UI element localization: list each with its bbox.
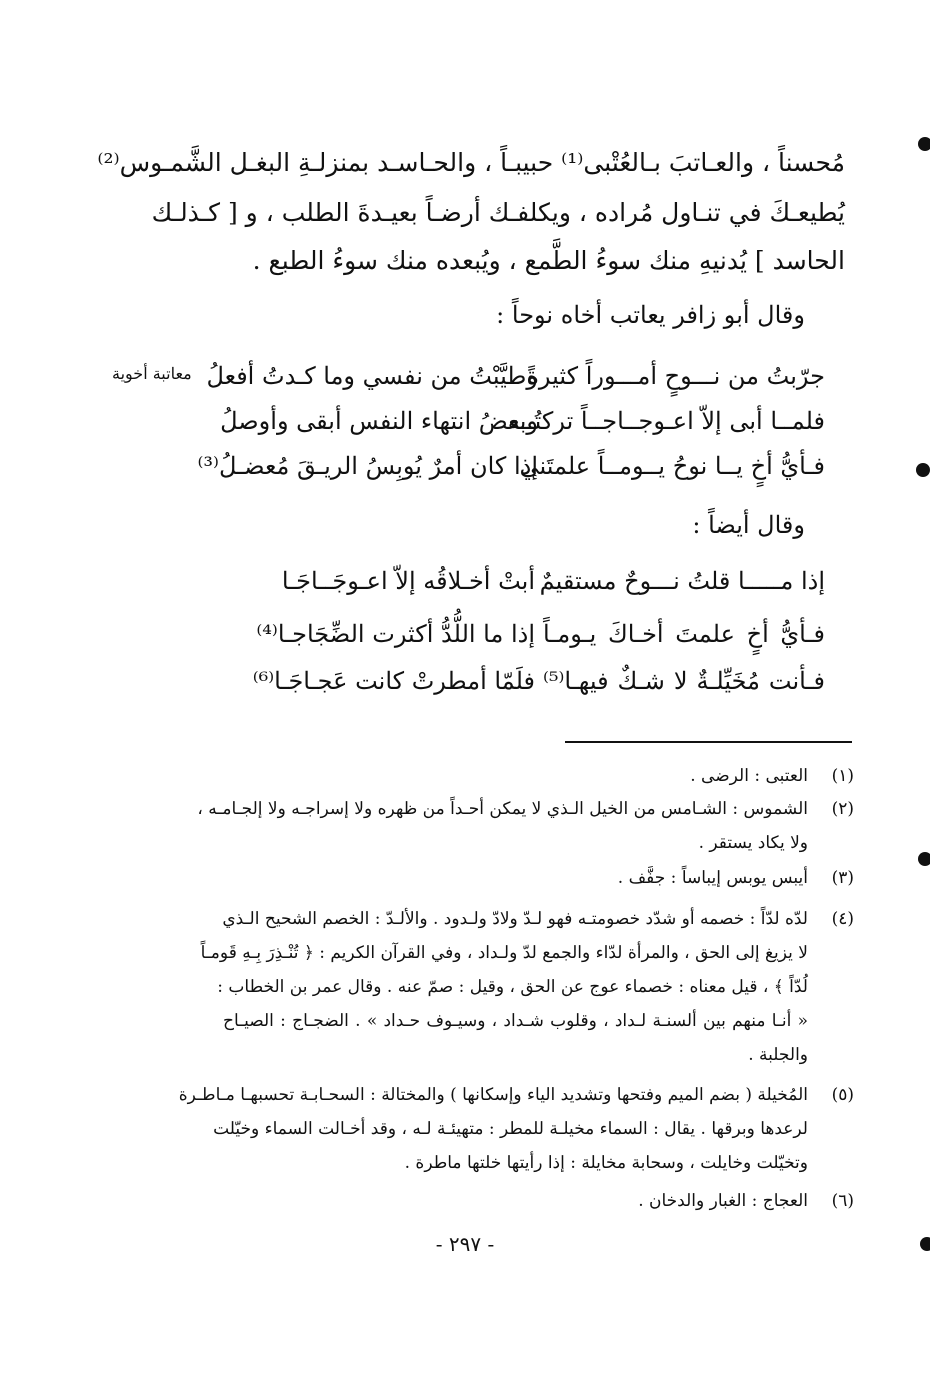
verse-line <box>0 445 930 487</box>
verse-first-hemistich: فـأنت مُخَيِّلـةٌ لا شـكٌ فيهـا⁽⁵⁾ <box>543 667 825 695</box>
verse-line <box>0 613 930 655</box>
scan-mark <box>918 137 930 151</box>
footnote-separator <box>565 741 852 743</box>
footnote-number: (٣) <box>831 868 854 888</box>
verse-first-hemistich: فـأيُّ أخٍ يــا نوحُ يــومــاً علمتَني <box>519 452 825 480</box>
scan-mark <box>916 463 930 477</box>
footnote-text: العجاج : الغبار والدخان . <box>638 1191 808 1211</box>
verse-second-hemistich: وطيَّبْتُ من نفسي وما كـدتُ أفعلُ <box>206 362 538 390</box>
verse-second-hemistich: إذا كان أمرٌ يُوبِسُ الريـقَ مُعضـلُ⁽³⁾ <box>197 452 538 480</box>
footnote-number: (٦) <box>831 1191 854 1211</box>
margin-note: معاتبة أخوية <box>112 364 192 383</box>
footnote-number: (٥) <box>831 1085 854 1105</box>
footnote-number: (١) <box>831 766 854 786</box>
prose-line: مُحسناً ، والعـاتبَ بـالعُتْبى⁽¹⁾ حبيبـاً ، والحـاسـد بمنزلـةِ البغـل الشَّمـوس⁽²⁾ <box>97 148 845 177</box>
verse-first-hemistich: فـأيُّ أخٍ علمتَ أخـاكَ يـومـاً <box>543 620 825 648</box>
footnote-text: العتبى : الرضى . <box>690 766 808 786</box>
footnote-number: (٤) <box>831 909 854 929</box>
prose-line: يُطيعـكَ في تنـاول مُراده ، ويكلفـك أرضـاً بعيـدةَ الطلب ، و [ كـذلـك <box>151 198 845 227</box>
footnote-text: الشموس : الشـامس من الخيل الـذي لا يمكن أحـداً من ظهره ولا إسراجـه ولا إلجـامـه ، ولا يكاد يستقر . <box>197 799 808 853</box>
scan-mark <box>918 852 930 866</box>
poem-intro: وقال أبو زافر يعاتب أخاه نوحاً : <box>496 301 805 329</box>
footnote-text: أيبس يوبس إيباساً : جفَّف . <box>617 868 808 888</box>
verse-first-hemistich: فلمــا أبى إلاّ اعـوجــاجــاً تركتُــه <box>507 407 825 435</box>
page-number: - ٢٩٧ - <box>435 1232 495 1256</box>
footnote-text: المُخيلة ( بضم الميم وفتحها وتشديد الياء وإسكانها ) والمختالة : السحـابـة تحسبهـا مـاطـرة لرعدها وبرقها . يقال : السماء مخيلـة للمطر : متهيئـة لـه ، وقد أخـالت السماء وخيّلت وتخيّلت وخايلت ، وسحابة مخايلة : إذا رأيتها خلتها ماطرة . <box>178 1085 808 1173</box>
footnote-number: (٢) <box>831 799 854 819</box>
verse-first-hemistich: جرّبتُ من نـــوحٍ أمـــوراً كثيرةً <box>526 362 825 390</box>
scan-mark <box>920 1237 930 1251</box>
verse-second-hemistich: أبتْ أخـلاقُه إلاّ اعـوجَــاجَـا <box>281 567 535 595</box>
verse-first-hemistich: إذا مـــــا قلتُ نـــوحٌ مستقيمٌ <box>539 567 825 595</box>
footnote-text: لدّه لدّاً : خصمه أو شدّد خصومتـه فهو لـدّ ولادّ ولـدود . والألـدّ : الخصم الشحيح الـذي لا يزيغ إلى الحق ، والمرأة لدّاء والجمع لدّ ولـداد ، وفي القرآن الكريم : ﴿ تُنْـذِرَ بِـهِ قَومـاً لُدّاً ﴾ ، قيل معناه : خصماء عوج عن الحق ، وقيل : صمّ عنه . وقال عمر بن الخطاب : « أنـا منهم بين ألسنـة لـداد ، وقلوب شـداد ، وسيـوف حـداد » . الضجـاج : الصيـاح والجلبة . <box>200 909 808 1065</box>
verse-second-hemistich: وبعضُ انتهاء النفس أبقى وأوصلُ <box>220 407 538 435</box>
prose-line: الحاسد ] يُدنيهِ منك سوءُ الطَّمع ، ويُبعده منك سوءُ الطبع . <box>252 246 845 275</box>
verse-second-hemistich: إذا ما اللُّدُّ أكثرت الضِّجَاجـا⁽⁴⁾ <box>256 620 535 648</box>
verse-second-hemistich: فلَمّا أمطرتْ كانت عَجـاجَـا⁽⁶⁾ <box>252 667 535 695</box>
verse-line <box>0 660 930 702</box>
verse-line <box>0 400 930 442</box>
verse-line <box>0 355 930 397</box>
poem-intro: وقال أيضاً : <box>692 511 805 539</box>
verse-line <box>0 560 930 602</box>
